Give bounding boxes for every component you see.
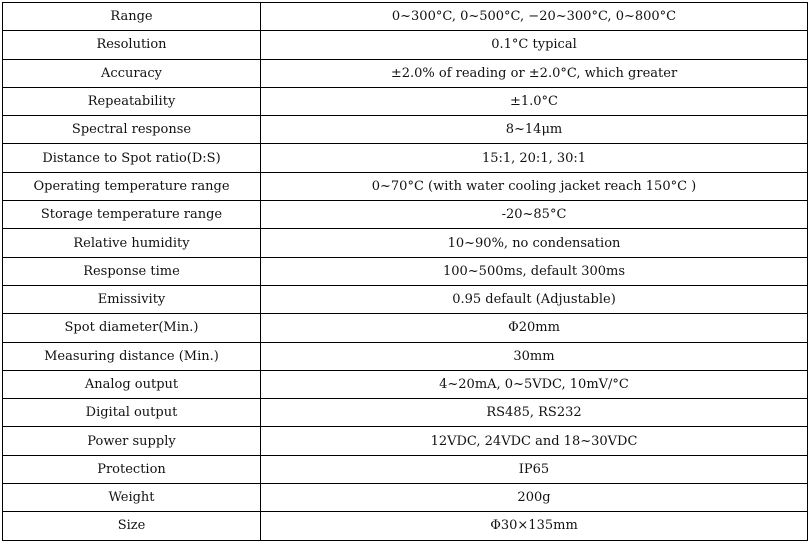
table-row [3,87,808,115]
spec-value-cell: 10~90%, no condensation [261,229,808,257]
spec-value-cell: 100~500ms, default 300ms [261,257,808,285]
table-row [3,399,808,427]
spec-name-cell: Spectral response [3,116,261,144]
table-row [3,484,808,512]
spec-name-cell: Accuracy [3,59,261,87]
spec-name-cell: Measuring distance (Min.) [3,342,261,370]
table-row [3,229,808,257]
spec-value-cell: RS485, RS232 [261,399,808,427]
spec-name-cell: Relative humidity [3,229,261,257]
spec-value-cell: 0~300°C, 0~500°C, −20~300°C, 0~800°C [261,3,808,31]
table-row [3,201,808,229]
spec-value-cell: 8~14μm [261,116,808,144]
spec-value-cell: ±2.0% of reading or ±2.0°C, which greater [261,59,808,87]
spec-name-cell: Emissivity [3,285,261,313]
spec-value-cell: 200g [261,484,808,512]
table-row [3,285,808,313]
table-row [3,31,808,59]
spec-name-cell: Analog output [3,370,261,398]
table-row [3,3,808,31]
spec-value-cell: IP65 [261,455,808,483]
spec-value-cell: 0.95 default (Adjustable) [261,285,808,313]
spec-table-body [3,3,808,541]
spec-value-cell: ±1.0°C [261,87,808,115]
spec-value-cell: Φ30×135mm [261,512,808,540]
spec-name-cell: Distance to Spot ratio(D:S) [3,144,261,172]
spec-name-cell: Protection [3,455,261,483]
spec-name-cell: Operating temperature range [3,172,261,200]
table-row [3,370,808,398]
table-row [3,314,808,342]
spec-value-cell: Φ20mm [261,314,808,342]
spec-name-cell: Digital output [3,399,261,427]
table-row [3,257,808,285]
table-row [3,172,808,200]
spec-name-cell: Range [3,3,261,31]
table-row [3,59,808,87]
table-row [3,144,808,172]
spec-name-cell: Power supply [3,427,261,455]
spec-value-cell: 0~70°C (with water cooling jacket reach 150°C ) [261,172,808,200]
spec-name-cell: Repeatability [3,87,261,115]
spec-value-cell: 0.1°C typical [261,31,808,59]
table-row [3,512,808,540]
spec-name-cell: Resolution [3,31,261,59]
table-row [3,455,808,483]
spec-table [2,2,808,541]
spec-value-cell: 30mm [261,342,808,370]
spec-name-cell: Storage temperature range [3,201,261,229]
spec-value-cell: -20~85°C [261,201,808,229]
spec-name-cell: Response time [3,257,261,285]
spec-value-cell: 4~20mA, 0~5VDC, 10mV/°C [261,370,808,398]
spec-name-cell: Weight [3,484,261,512]
table-row [3,427,808,455]
table-row [3,116,808,144]
table-row [3,342,808,370]
spec-value-cell: 12VDC, 24VDC and 18~30VDC [261,427,808,455]
spec-name-cell: Spot diameter(Min.) [3,314,261,342]
spec-value-cell: 15:1, 20:1, 30:1 [261,144,808,172]
spec-name-cell: Size [3,512,261,540]
